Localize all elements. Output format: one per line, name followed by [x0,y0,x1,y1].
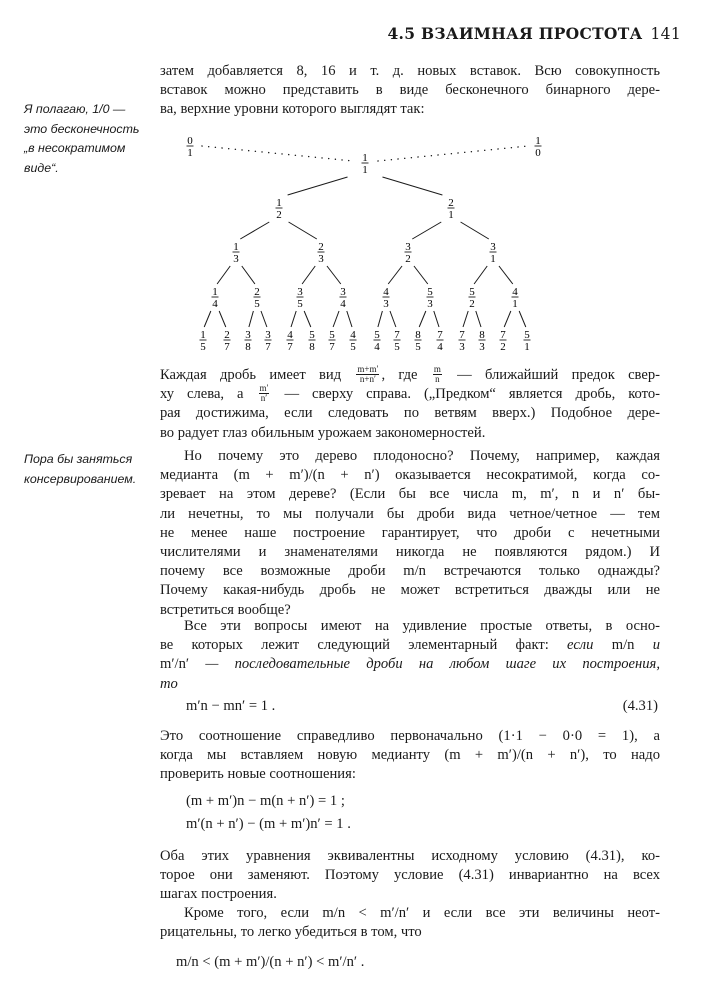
tree-node-fraction [287,329,294,353]
margin-note-line: Я полагаю, 1/0 — [24,102,126,116]
text-run: , где [381,367,431,383]
tree-dotted-edge [378,146,528,161]
tree-denominator: 5 [415,341,421,353]
italic-text-run: — последовательные дроби на любом шаге их построения, [205,656,660,673]
text-run: — сверху справа. („Предком“ является дробь, кото- [271,386,660,403]
tree-node-fraction [459,329,466,353]
tree-denominator: 7 [265,341,271,353]
tree-denominator: 2 [276,209,282,221]
tree-denominator: 7 [329,341,335,353]
tree-edge [382,177,442,195]
text-run: затем добавляется 8, 16 и т. д. новых вставок. Всю совокупность [160,63,660,79]
text-line [160,447,660,466]
text-run: рая достижима, если следовать по ветвям вверх.) Подобное дере- [160,405,660,422]
text-run: встретиться вообще? [160,601,291,618]
tree-denominator: 3 [459,341,465,353]
tree-numerator: 5 [427,286,433,298]
tree-denominator: 1 [362,164,368,176]
tree-numerator: 4 [512,286,518,298]
tree-numerator: 2 [318,241,324,253]
margin-note-line: „в несократимом [24,141,126,156]
text-run: ва, верхние уровни которого выглядят так: [160,101,425,118]
fraction-denominator: n′ [260,393,268,404]
tree-node-fraction [254,286,261,310]
tree-edge [461,222,489,239]
text-line [160,746,660,765]
text-run: проверить новые соотношения: [160,766,356,783]
inline-fraction [433,365,442,384]
tree-numerator: 1 [200,329,206,341]
tree-numerator: 5 [374,329,380,341]
tree-edge [474,266,487,284]
tree-node-fraction [297,286,304,310]
paragraph-ordering [160,904,660,942]
tree-numerator: 3 [405,241,411,253]
tree-numerator: 7 [459,329,465,341]
text-run: во радует глаз обильным урожаем закономерностей. [160,424,486,441]
margin-note-line: консервированием. [24,471,137,486]
tree-numerator: 3 [297,286,303,298]
tree-node-fraction [469,286,476,310]
tree-edge [388,266,402,284]
tree-denominator: 5 [200,341,206,353]
tree-numerator: 7 [437,329,443,341]
tree-node-fraction [200,329,207,353]
equation-ordering: m/n < (m + m′)/(n + n′) < m′/n′ . [176,954,365,970]
equation-number: (4.31) [622,698,658,714]
tree-edge [504,311,511,327]
tree-node-fraction [448,197,455,221]
tree-edge [261,311,267,327]
tree-denominator: 8 [245,341,251,353]
tree-denominator: 1 [187,147,193,159]
tree-edge [390,311,396,327]
tree-end-infinity [535,135,542,159]
tree-denominator: 1 [512,298,518,310]
text-run: ху слева, а [160,386,257,403]
tree-edge [412,222,441,239]
tree-node-fraction [265,329,272,353]
tree-numerator: 3 [340,286,346,298]
tree-edge [476,311,481,327]
tree-node-fraction [394,329,401,353]
tree-node-fraction [524,329,531,353]
equation-b: m′(n + n′) − (m + m′)n′ = 1 . [186,816,351,832]
text-run: торое они заменяют. Поэтому условие (4.31) инвариантно на всех [160,867,660,884]
fraction-denominator: n+n′ [359,374,376,385]
tree-node-fraction [362,152,369,176]
tree-denominator: 8 [309,341,315,353]
tree-denominator: 4 [437,341,443,353]
tree-numerator: 1 [276,197,282,209]
tree-denominator: 2 [500,341,506,353]
margin-note-preserving [24,450,154,489]
tree-numerator: 4 [383,286,389,298]
tree-node-fraction [233,241,240,265]
tree-edge [302,266,315,284]
tree-numerator: 1 [212,286,218,298]
text-run: Кроме того, если m/n < m′/n′ и если все эти величины неот- [184,905,660,921]
tree-denominator: 1 [524,341,530,353]
fraction-numerator: m′ [259,383,269,394]
tree-edge [378,311,382,327]
text-line [160,485,660,504]
text-run: медианта (m + m′)/(n + n′) оказывается несократимой, когда со- [160,467,660,484]
text-line [160,904,660,923]
tree-numerator: 1 [362,152,368,164]
text-line [160,617,660,636]
margin-note-line: виде“. [24,160,59,175]
tree-node-fraction [512,286,519,310]
tree-edge [499,266,513,284]
tree-node-fraction [383,286,390,310]
tree-edge [347,311,352,327]
tree-denominator: 2 [405,253,411,265]
tree-node-fraction [427,286,434,310]
tree-denominator: 5 [394,341,400,353]
tree-node-fraction [490,241,497,265]
text-line [160,847,660,866]
text-run: почему все возможные дроби m/n встречаются только однажды? [160,563,660,580]
tree-denominator: 3 [479,341,485,353]
text-run: Каждая дробь имеет вид [160,367,355,383]
paragraph-questions [160,447,660,620]
italic-text-run: то [160,675,178,692]
text-run: не менее наше построение гарантирует, что дроби с нечетными [160,524,660,541]
tree-edge [240,222,269,239]
paragraph-mediant-form [160,366,660,443]
tree-edge [288,177,348,195]
page-number: 141 [650,25,681,43]
tree-numerator: 2 [448,197,454,209]
text-run: зревает на этом дереве? (Если бы все числа m, m′, n и n′ бы- [160,486,660,503]
tree-node-fraction [340,286,347,310]
tree-denominator: 3 [318,253,324,265]
tree-numerator: 5 [329,329,335,341]
text-line [160,636,660,655]
text-run: Но почему это дерево плодоносно? Почему, например, каждая [184,448,660,464]
fraction-numerator: m [433,364,441,375]
tree-denominator: 5 [254,298,260,310]
tree-node-fraction [415,329,422,353]
text-line [160,524,660,543]
tree-edge [249,311,253,327]
tree-numerator: 2 [224,329,230,341]
inline-fraction [259,384,270,403]
tree-denominator: 5 [297,298,303,310]
tree-numerator: 4 [350,329,356,341]
tree-node-fraction [374,329,381,353]
text-line [160,543,660,562]
tree-numerator: 1 [233,241,239,253]
paragraph-invariant [160,727,660,785]
equation-4-31: m′n − mn′ = 1 . [186,698,276,714]
tree-denominator: 7 [224,341,230,353]
text-line [160,765,660,784]
text-run: вставок можно представить в виде бесконечного бинарного дере- [160,82,660,99]
tree-numerator: 5 [469,286,475,298]
inline-fraction [356,365,379,384]
tree-numerator: 4 [287,329,293,341]
text-run: рицательны, то легко убедиться в том, что [160,924,422,941]
text-line [160,385,660,404]
text-line [160,424,660,443]
tree-node-fraction [350,329,357,353]
tree-edge [519,311,526,327]
tree-node-fraction [405,241,412,265]
paragraph-fact [160,617,660,694]
text-line [160,655,660,674]
text-line [160,923,660,942]
text-run: m/n [593,637,653,654]
text-run: ли нечетны, то мы получали бы дроби вида четное/четное — тем [160,505,660,522]
tree-numerator: 3 [245,329,251,341]
tree-denominator: 3 [233,253,239,265]
fraction-numerator: m+m′ [357,364,379,375]
tree-numerator: 3 [490,241,496,253]
tree-numerator: 8 [415,329,421,341]
text-run: когда мы вставляем новую медианту (m + m′)/(n + n′), то надо [160,747,660,764]
tree-edge [291,311,296,327]
tree-denominator: 7 [287,341,293,353]
text-line [160,675,660,694]
tree-edge [289,222,317,239]
tree-dotted-edge [202,146,353,161]
tree-edge [434,311,439,327]
tree-edge [242,266,255,284]
tree-numerator: 2 [254,286,260,298]
text-run: — ближайший предок свер- [443,367,660,383]
tree-node-fraction [276,197,283,221]
tree-edge [219,311,226,327]
equation-a: (m + m′)n − m(n + n′) = 1 ; [186,793,345,809]
tree-denominator: 0 [535,147,541,159]
tree-numerator: 1 [535,135,541,147]
text-run: ве которых лежит следующий элементарный факт: [160,637,568,654]
tree-edge [217,266,230,284]
tree-numerator: 7 [394,329,400,341]
tree-node-fraction [318,241,325,265]
text-line [160,466,660,485]
tree-denominator: 1 [490,253,496,265]
tree-edge [419,311,426,327]
italic-text-run: если [567,637,594,654]
tree-denominator: 4 [212,298,218,310]
tree-edge [463,311,468,327]
tree-numerator: 7 [500,329,506,341]
tree-numerator: 3 [265,329,271,341]
text-line [160,404,660,423]
tree-edge [327,266,341,284]
tree-numerator: 8 [479,329,485,341]
text-line [160,581,660,600]
text-run: Все эти вопросы имеют на удивление простые ответы, в осно- [184,618,660,634]
tree-denominator: 1 [448,209,454,221]
text-run: Почему какая-нибудь дробь не может встретиться дважды или не [160,582,660,599]
tree-edge [304,311,311,327]
tree-edge [333,311,339,327]
text-line [160,505,660,524]
text-line [160,366,660,385]
tree-node-fraction [329,329,336,353]
text-run: Оба этих уравнения эквивалентны исходному условию (4.31), ко- [160,848,660,864]
text-line [160,866,660,885]
tree-node-fraction [479,329,486,353]
text-line [160,727,660,746]
text-run: шагах построения. [160,886,277,903]
tree-node-fraction [500,329,507,353]
text-line [160,562,660,581]
tree-node-fraction [224,329,231,353]
section-title: 4.5 ВЗАИМНАЯ ПРОСТОТА [387,24,643,43]
tree-end-zero [187,135,194,159]
text-line [160,885,660,904]
text-run: числителями и знаменателями никогда не появляются рядом.) И [160,543,660,560]
text-run: m′/n′ [160,656,206,673]
tree-node-fraction [437,329,444,353]
stern-brocot-tree-diagram [0,0,703,370]
tree-node-fraction [309,329,316,353]
text-run: Это соотношение справедливо первоначально (1·1 − 0·0 = 1), а [160,728,660,744]
tree-numerator: 5 [309,329,315,341]
tree-denominator: 3 [383,298,389,310]
paragraph-equivalence [160,847,660,905]
tree-denominator: 4 [374,341,380,353]
tree-denominator: 4 [340,298,346,310]
tree-denominator: 3 [427,298,433,310]
italic-text-run: и [652,637,661,654]
fraction-denominator: n [435,374,440,385]
tree-node-fraction [245,329,252,353]
tree-numerator: 5 [524,329,530,341]
tree-edge [204,311,211,327]
tree-denominator: 5 [350,341,356,353]
tree-node-fraction [212,286,219,310]
tree-denominator: 2 [469,298,475,310]
tree-numerator: 0 [187,135,193,147]
tree-edge [414,266,428,284]
margin-note-line: это бесконечность [24,121,140,136]
margin-note-line: Пора бы заняться [24,452,133,466]
